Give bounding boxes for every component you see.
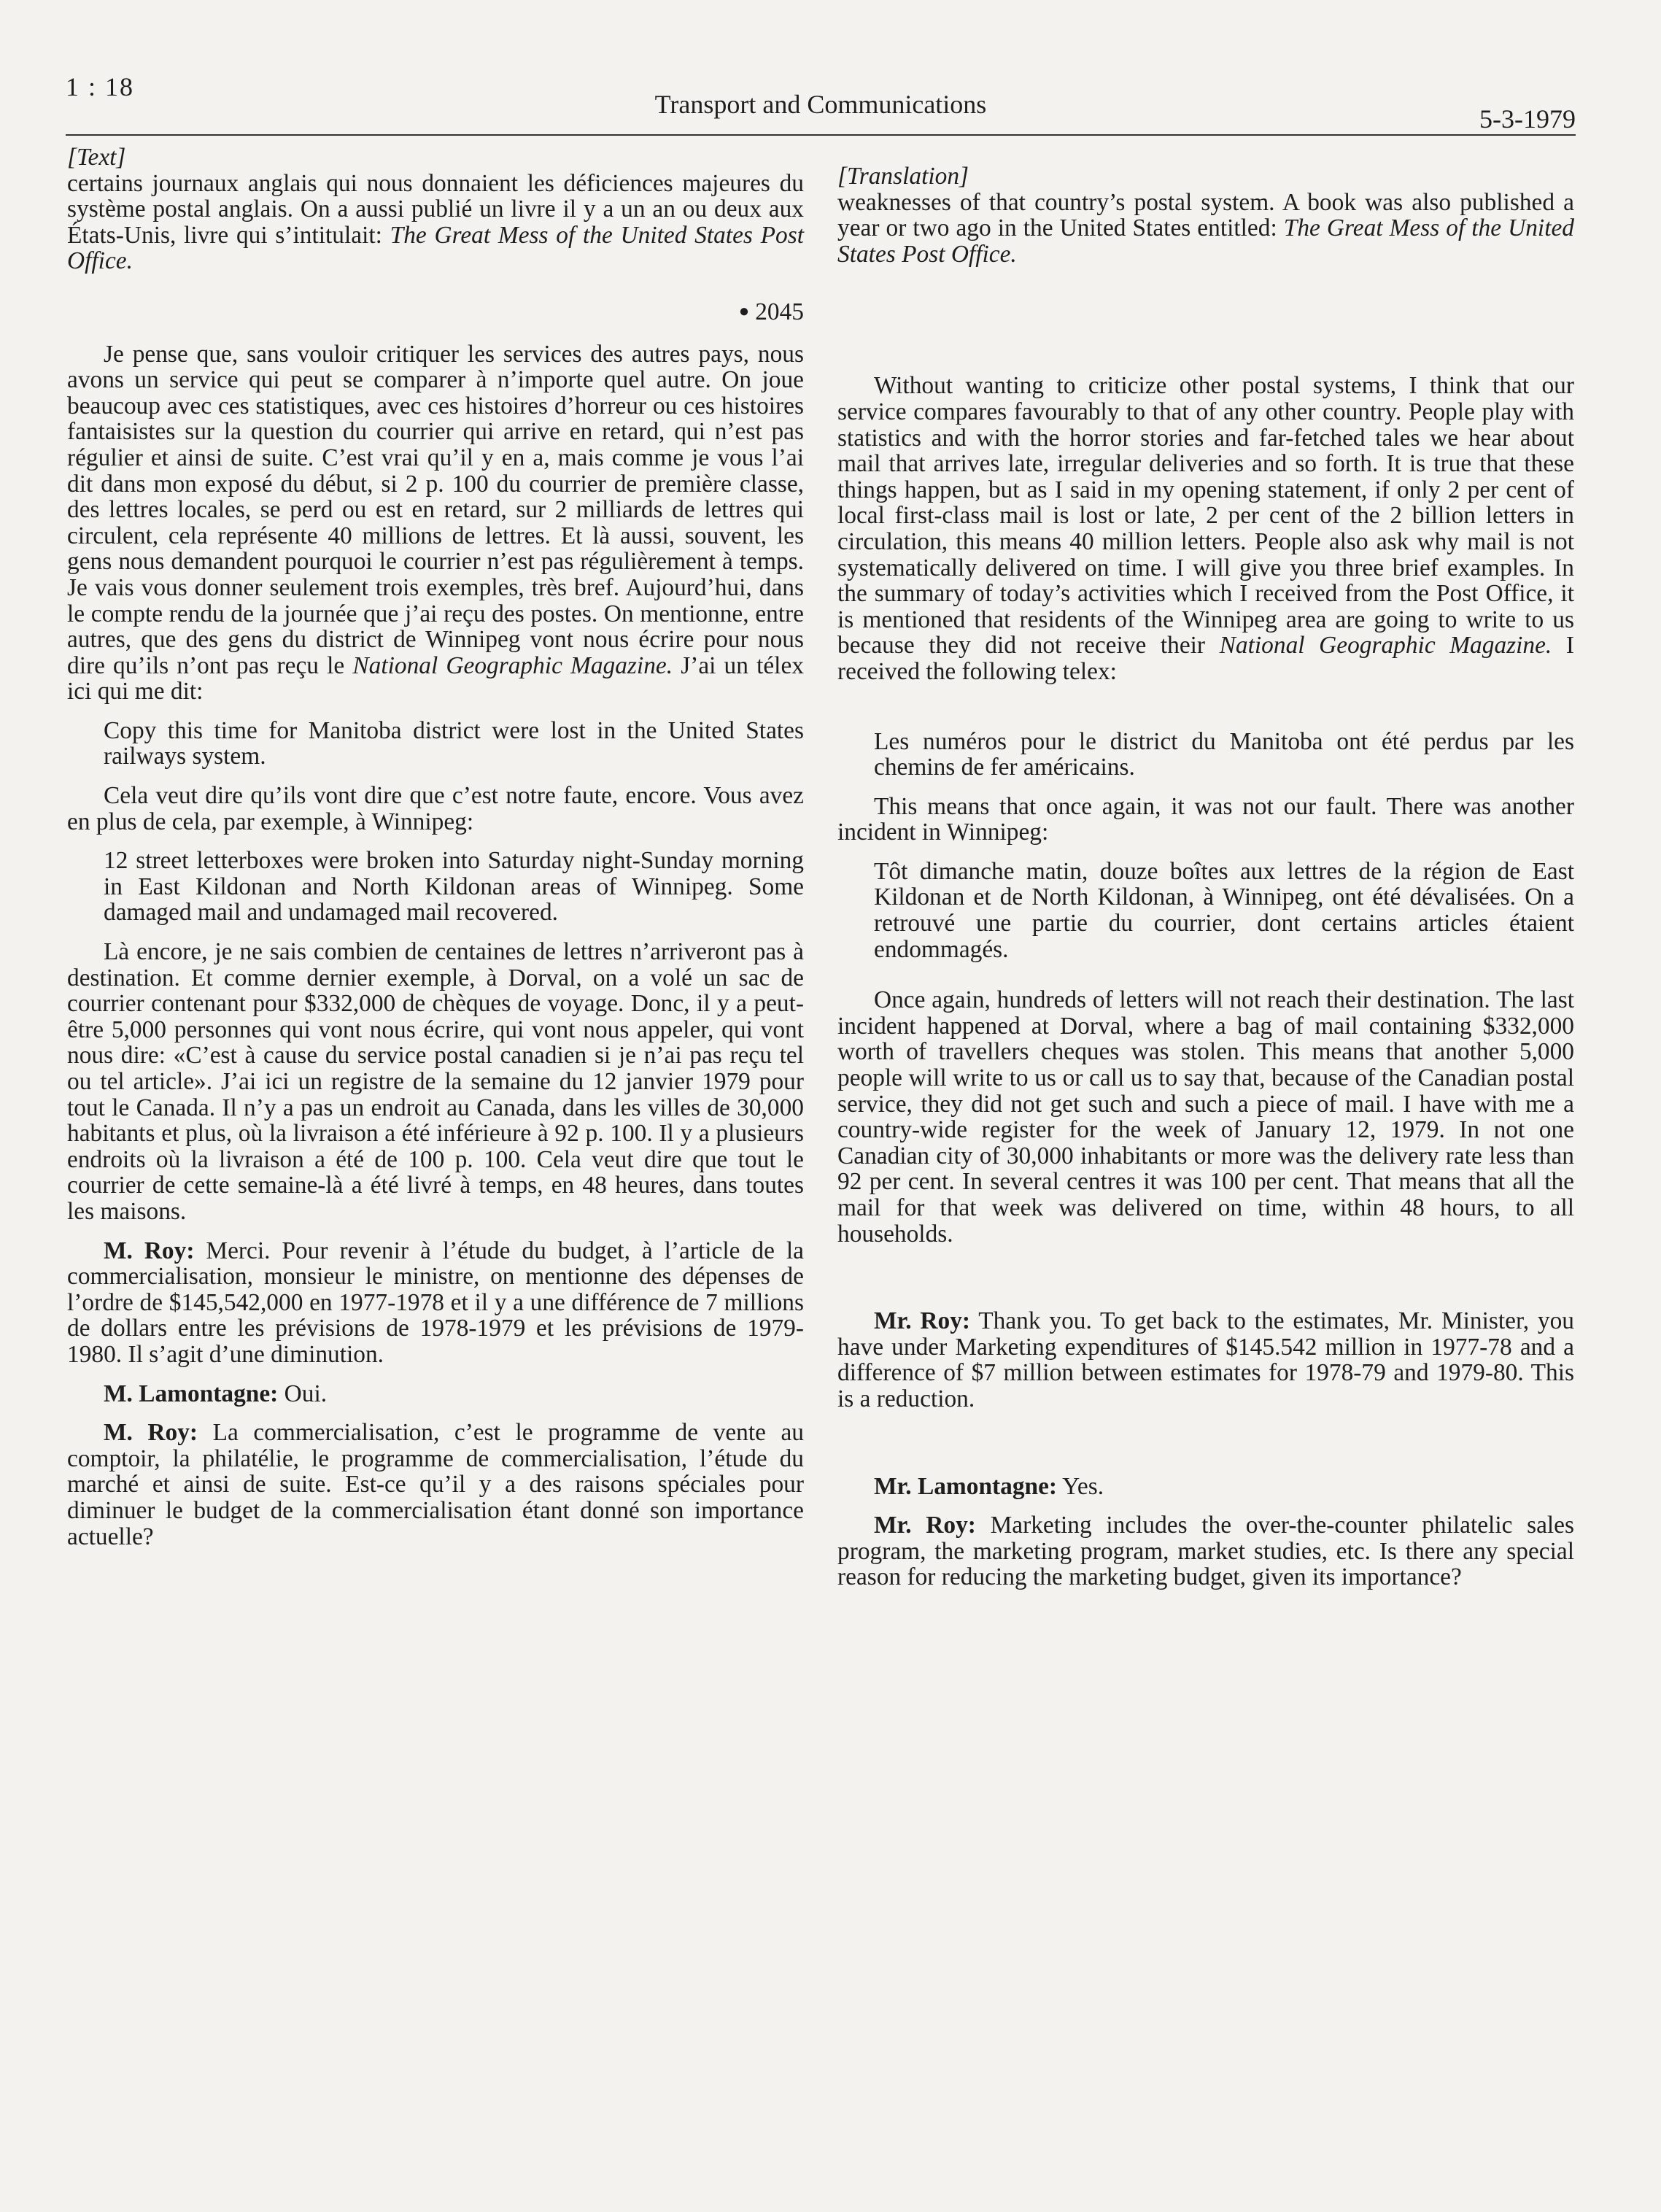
- incident-quote: 12 street letterboxes were broken into Saturday night-Sunday morning in East Kildonan and North Kildonan areas of Winnipeg. Some damaged mail and undamaged mail recovered.: [104, 847, 804, 927]
- speaker-name: Mr. Roy:: [874, 1307, 971, 1335]
- bullet-icon: ●: [738, 301, 750, 321]
- book-title: The Great Mess of the United States Post Office.: [837, 214, 1574, 268]
- paragraph: Cela veut dire qu’ils vont dire que c’est notre faute, encore. Vous avez en plus de cela, par exemple, à Winnipeg:: [67, 782, 804, 835]
- speaker-turn: Mr. Roy: Thank you. To get back to the estimates, Mr. Minister, you have under Marketing expenditures of $145.542 million in 1977-78 and a difference of $7 million between estimates for 1978-79 and 1979-80. This is a reduction.: [837, 1307, 1574, 1412]
- speaker-name: M. Roy:: [104, 1419, 198, 1447]
- incident-quote: Tôt dimanche matin, douze boîtes aux lettres de la région de East Kildonan et de North Kildonan, à Winnipeg, ont été dévalisées. On a retrouvé une partie du courrier, dont certains articles étaient endommagés.: [874, 857, 1574, 963]
- speaker-turn: M. Roy: Merci. Pour revenir à l’étude du budget, à l’article de la commercialisation, monsieur le ministre, on mentionne des dépenses de l’ordre de $145,542,000 en 1977-1978 et il y a une différence de 7 millions de dollars entre les prévisions de 1978-1979 et les prévisions de 1979-1980. Il s’agit d’une diminution.: [67, 1237, 804, 1368]
- paragraph: Once again, hundreds of letters will not reach their destination. The last incident happened at Dorval, where a bag of mail containing $332,000 worth of travellers cheques was stolen. This means that another 5,000 people will write to us or call us to say that, because of the Canadian postal service, they did not get such and such a piece of mail. I have with me a country-wide register for the week of January 12, 1979. In not one Canadian city of 30,000 inhabitants or more was the delivery rate less than 92 per cent. In several centres it was 100 per cent. That means that all the mail for that week was delivered on time, within 48 hours, to all households.: [837, 986, 1574, 1248]
- speaker-turn: Mr. Roy: Marketing includes the over-the-counter philatelic sales program, the marketing program, market studies, etc. Is there any special reason for reducing the marketing budget, given its importance?: [837, 1512, 1574, 1591]
- paragraph: Je pense que, sans vouloir critiquer les services des autres pays, nous avons un service qui peut se comparer à n’importe quel autre. On joue beaucoup avec ces statistiques, avec ces histoires d’horreur ou ces histoires fantaisistes sur la question du courrier qui arrive en retard, qui n’est pas régulier et ainsi de suite. C’est vrai qu’il y en a, mais comme je vous l’ai dit dans mon exposé du début, si 2 p. 100 du courrier de première classe, des lettres locales, se perd ou est en retard, sur 2 milliards de lettres qui circulent, cela représente 40 millions de lettres. Et là aussi, souvent, les gens nous demandent pourquoi le courrier n’est pas régulièrement à temps. Je vais vous donner seulement trois exemples, très bref. Aujourd’hui, dans le compte rendu de la journée que j’ai reçu des postes. On mentionne, entre autres, que des gens du district de Winnipeg vont nous écrire pour nous dire qu’ils n’ont pas reçu le National Geographic Magazine. J’ai un télex ici qui me dit:: [67, 340, 804, 705]
- telex-quote: Les numéros pour le district du Manitoba ont été perdus par les chemins de fer américains.: [874, 727, 1574, 781]
- telex-quote: Copy this time for Manitoba district were lost in the United States railways system.: [104, 716, 804, 770]
- speaker-turn: Mr. Lamontagne: Yes.: [874, 1472, 1104, 1500]
- speaker-name: Mr. Roy:: [874, 1512, 976, 1539]
- speaker-name: Mr. Lamontagne:: [874, 1472, 1058, 1500]
- speaker-turn: M. Lamontagne: Oui.: [104, 1380, 328, 1407]
- paragraph: This means that once again, it was not our fault. There was another incident in Winnipeg:: [837, 792, 1574, 846]
- page-header: [66, 67, 1576, 136]
- page-date: 5-3-1979: [1479, 104, 1576, 134]
- time-marker: ● 2045: [738, 298, 804, 325]
- speaker-name: M. Lamontagne:: [104, 1380, 279, 1407]
- speaker-turn: M. Roy: La commercialisation, c’est le programme de vente au comptoir, la philatélie, le programme de commercialisation, l’étude du marché et ainsi de suite. Est-ce qu’il y a des raisons spéciales pour diminuer le budget de la commercialisation étant donné son importance actuelle?: [67, 1419, 804, 1550]
- paragraph: Without wanting to criticize other postal systems, I think that our service compares favourably to that of any other country. People play with statistics and with the horror stories and far-fetched tales we hear about mail that arrives late, irregular deliveries and so forth. It is true that these things happen, but as I said in my opening statement, if only 2 per cent of local first-class mail is lost or late, 2 per cent of the 2 billion letters in circulation, this means 40 million letters. People also ask why mail is not systematically delivered on time. I will give you three brief examples. In the summary of today’s activities which I received from the Post Office, it is mentioned that residents of the Winnipeg area are going to write to us because they did not receive their National Geographic Magazine. I received the following telex:: [837, 372, 1575, 685]
- magazine-title: National Geographic Magazine.: [1219, 632, 1552, 660]
- speaker-name: M. Roy:: [104, 1237, 195, 1264]
- running-title: Transport and Communications: [654, 90, 987, 119]
- paragraph: weaknesses of that country’s postal system. A book was also published a year or two ago in the United States entitled: The Great Mess of the United States Post Office.: [837, 188, 1574, 268]
- book-title: The Great Mess of the United States Post Office.: [67, 221, 804, 275]
- paragraph: certains journaux anglais qui nous donnaient les déficiences majeures du système postal anglais. On a aussi publié un livre il y a un an ou deux aux États-Unis, livre qui s’intitulait: The Great Mess of the United States Post Office.: [67, 169, 804, 275]
- magazine-title: National Geographic Magazine.: [352, 651, 673, 679]
- text-tag: [Text]: [67, 144, 126, 171]
- page-number: 1 : 18: [66, 72, 135, 101]
- english-column: [837, 144, 1574, 1590]
- translation-tag: [Translation]: [837, 163, 969, 190]
- paragraph: Là encore, je ne sais combien de centaines de lettres n’arriveront pas à destination. Et comme dernier exemple, à Dorval, on a volé un sac de courrier contenant pour $332,000 de chèques de voyage. Donc, il y a peut-être 5,000 personnes qui vont nous écrire, qui vont nous appeler, qui vont nous dire: «C’est à cause du service postal canadien si je n’ai pas reçu tel ou tel article». J’ai ici un registre de la semaine du 12 janvier 1979 pour tout le Canada. Il n’y a pas un endroit au Canada, dans les villes de 30,000 habitants et plus, où la livraison a été inférieure à 92 p. 100. Il y a plusieurs endroits où la livraison a été de 100 p. 100. Cela veut dire que tout le courrier de cette semaine-là a été livré à temps, en 48 heures, dans toutes les maisons.: [67, 938, 804, 1225]
- french-column: [67, 144, 804, 1550]
